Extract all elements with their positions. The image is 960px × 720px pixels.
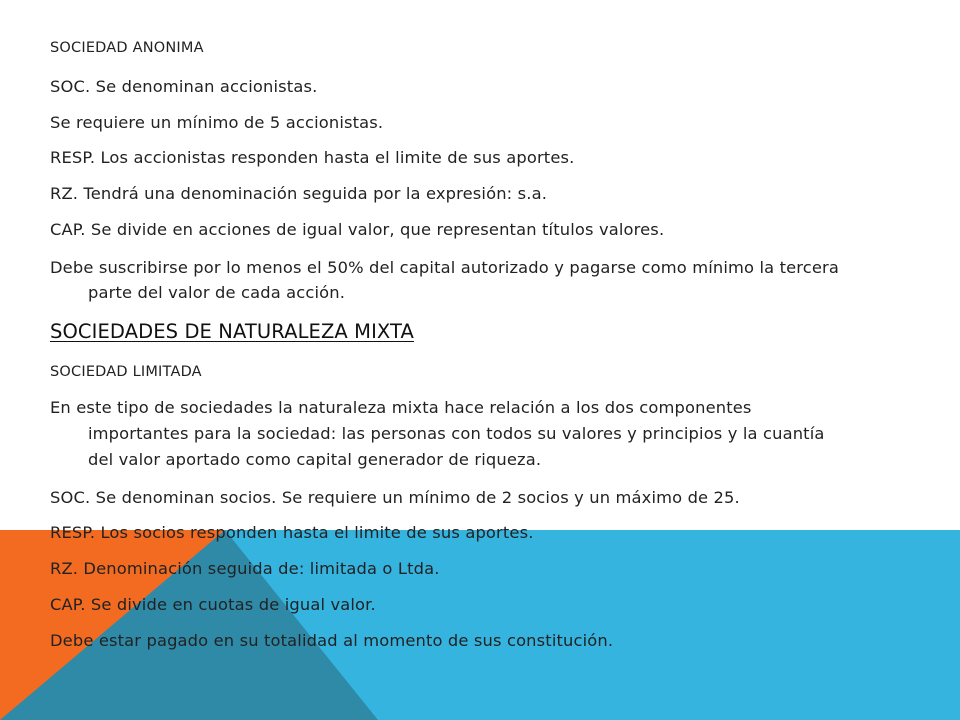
sa-rz-text: Tendrá una denominación seguida por la expresión: s.a. (78, 184, 548, 203)
ltda-intro-line-3: del valor aportado como capital generador de riqueza. (88, 450, 542, 469)
ltda-cap-text: Se divide en cuotas de igual valor. (85, 595, 376, 614)
sa-resp-line (50, 148, 574, 167)
sa-cap-line (50, 220, 664, 239)
ltda-soc-keyword: SOC. (50, 488, 91, 507)
sa-cap-keyword: CAP. (50, 220, 86, 239)
sa-debe-line-1: Debe suscribirse por lo menos el 50% del capital autorizado y pagarse como mínimo la tercera (50, 258, 840, 277)
ltda-intro-line-2: importantes para la sociedad: las personas con todos su valores y principios y la cuantía (88, 424, 825, 443)
ltda-cap-keyword: CAP. (50, 595, 86, 614)
ltda-resp-line (50, 523, 534, 542)
sa-resp-keyword: RESP. (50, 148, 96, 167)
sa-debe-line-2: parte del valor de cada acción. (88, 283, 346, 302)
sa-rz-line (50, 184, 547, 203)
ltda-resp-text: Los socios responden hasta el limite de sus aportes. (95, 523, 534, 542)
sa-rz-keyword: RZ. (50, 184, 79, 203)
sa-min-line: Se requiere un mínimo de 5 accionistas. (50, 113, 384, 132)
ltda-debe-line: Debe estar pagado en su totalidad al momento de sus constitución. (50, 631, 614, 650)
ltda-soc-line (50, 488, 740, 507)
sociedades-mixta-title: SOCIEDADES DE NATURALEZA MIXTA (50, 320, 414, 343)
ltda-soc-text: Se denominan socios. Se requiere un mínimo de 2 socios y un máximo de 25. (90, 488, 740, 507)
sa-resp-text: Los accionistas responden hasta el limite de sus aportes. (95, 148, 575, 167)
sa-soc-line (50, 77, 317, 96)
ltda-rz-line (50, 559, 440, 578)
ltda-rz-keyword: RZ. (50, 559, 79, 578)
sociedad-anonima-title: SOCIEDAD ANONIMA (50, 40, 204, 56)
ltda-cap-line (50, 595, 376, 614)
sa-soc-text: Se denominan accionistas. (90, 77, 318, 96)
sa-soc-keyword: SOC. (50, 77, 91, 96)
ltda-rz-text: Denominación seguida de: limitada o Ltda. (78, 559, 440, 578)
sa-cap-text: Se divide en acciones de igual valor, que representan títulos valores. (85, 220, 665, 239)
sociedad-limitada-title: SOCIEDAD LIMITADA (50, 364, 202, 380)
ltda-resp-keyword: RESP. (50, 523, 96, 542)
ltda-intro-line-1: En este tipo de sociedades la naturaleza mixta hace relación a los dos componentes (50, 398, 752, 417)
